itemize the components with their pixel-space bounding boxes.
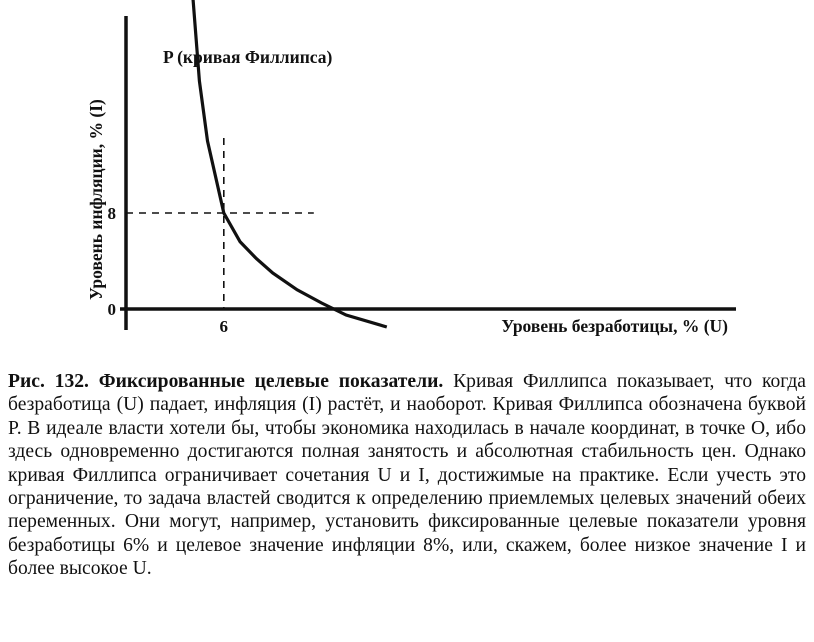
y-tick-label: 8 xyxy=(107,204,116,223)
x-tick-label: 6 xyxy=(219,317,229,336)
curve-label: P (кривая Филлипса) xyxy=(163,47,333,67)
caption-body: Кривая Филлипса показывает, что когда безработица (U) падает, инфляция (I) растёт, и наоборот. Кривая Филлипса обозначена буквой P. В идеале власти хотели бы, чтобы экономика находилась в начале координат, в точке O, ибо здесь одновременно достигаются полная занятость и абсолютная стабильность цен. Однако кривая Филлипса ограничивает сочетания U и I, достижимые на практике. Если учесть это ограничение, то задача властей сводится к определению приемлемых целевых значений обеих переменных. Они могут, например, установить фиксированные целевые показатели уровня безработицы 6% и целевое значение инфляции 8%, или, скажем, более низкое значение I и более высокое U. xyxy=(8,371,807,580)
figure-caption xyxy=(8,370,806,581)
caption-title: Рис. 132. Фиксированные целевые показатели. xyxy=(8,371,444,392)
y-tick-group xyxy=(108,204,117,319)
y-axis-label: Уровень инфляции, % (I) xyxy=(86,99,106,300)
x-axis-label: Уровень безработицы, % (U) xyxy=(501,316,728,336)
y-tick-label: 0 xyxy=(107,300,116,319)
x-tick-group xyxy=(220,317,229,336)
